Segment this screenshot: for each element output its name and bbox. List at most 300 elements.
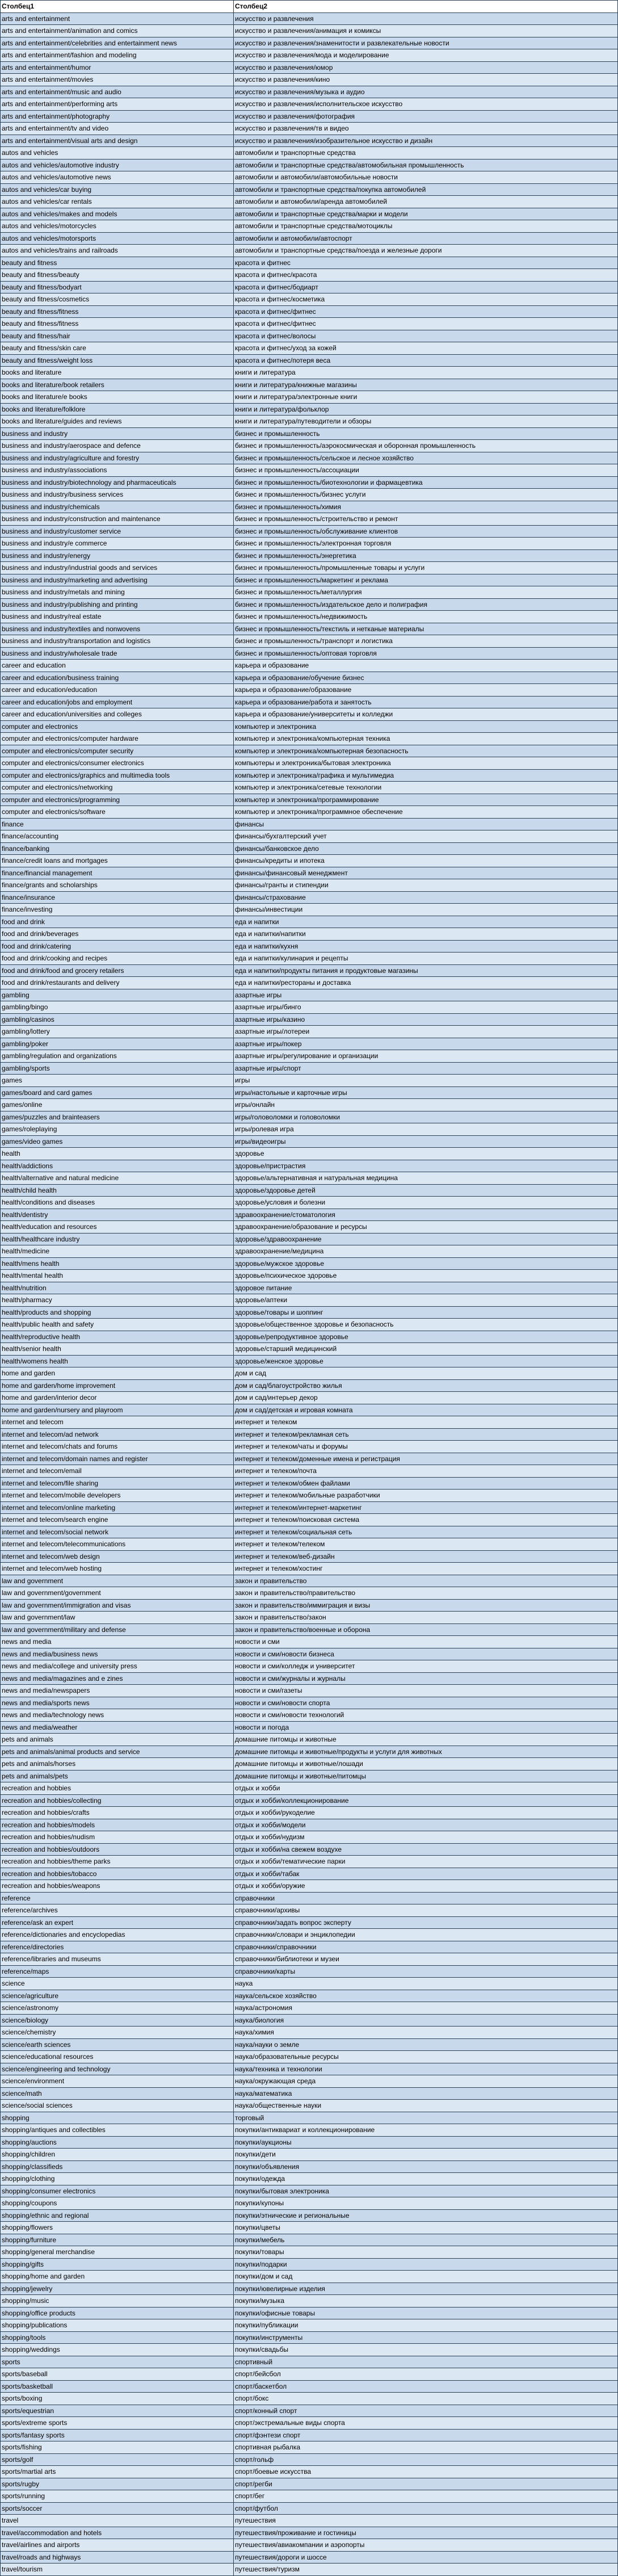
cell-category-ru[interactable]: покупки/цветы: [234, 2222, 618, 2234]
cell-category-ru[interactable]: путешествия/авиакомпании и аэропорты: [234, 2539, 618, 2552]
cell-category-en[interactable]: gambling: [1, 989, 234, 1001]
cell-category-en[interactable]: business and industry/business services: [1, 489, 234, 501]
cell-category-ru[interactable]: красота и фитнес/потеря веса: [234, 354, 618, 367]
cell-category-ru[interactable]: бизнес и промышленность/электронная торговля: [234, 538, 618, 550]
cell-category-en[interactable]: sports/extreme sports: [1, 2417, 234, 2430]
cell-category-en[interactable]: business and industry/metals and mining: [1, 586, 234, 599]
cell-category-en[interactable]: autos and vehicles/makes and models: [1, 208, 234, 220]
cell-category-en[interactable]: business and industry/agriculture and forestry: [1, 452, 234, 464]
cell-category-en[interactable]: internet and telecom/file sharing: [1, 1477, 234, 1490]
cell-category-en[interactable]: health/products and shopping: [1, 1306, 234, 1319]
cell-category-en[interactable]: business and industry/customer service: [1, 525, 234, 538]
cell-category-en[interactable]: science/environment: [1, 2075, 234, 2088]
cell-category-en[interactable]: shopping/antiques and collectibles: [1, 2124, 234, 2137]
cell-category-en[interactable]: home and garden/interior decor: [1, 1392, 234, 1404]
cell-category-en[interactable]: science/math: [1, 2087, 234, 2100]
cell-category-ru[interactable]: игры/ролевая игра: [234, 1123, 618, 1136]
cell-category-ru[interactable]: отдых и хобби/коллекционирование: [234, 1794, 618, 1807]
cell-category-ru[interactable]: красота и фитнес: [234, 257, 618, 269]
cell-category-ru[interactable]: справочники/задать вопрос эксперту: [234, 1916, 618, 1929]
cell-category-ru[interactable]: бизнес и промышленность: [234, 427, 618, 440]
cell-category-ru[interactable]: искусство и развлечения/исполнительское искусство: [234, 98, 618, 111]
cell-category-en[interactable]: games/puzzles and brainteasers: [1, 1111, 234, 1123]
cell-category-en[interactable]: games: [1, 1075, 234, 1087]
cell-category-en[interactable]: shopping/flowers: [1, 2222, 234, 2234]
cell-category-ru[interactable]: компьютер и электроника/графика и мультимедиа: [234, 769, 618, 782]
cell-category-ru[interactable]: покупки/этнические и региональные: [234, 2209, 618, 2222]
cell-category-ru[interactable]: искусство и развлечения: [234, 12, 618, 25]
cell-category-ru[interactable]: закон и правительство: [234, 1575, 618, 1587]
cell-category-en[interactable]: arts and entertainment/celebrities and entertainment news: [1, 37, 234, 49]
cell-category-en[interactable]: internet and telecom/email: [1, 1465, 234, 1478]
cell-category-en[interactable]: autos and vehicles: [1, 147, 234, 160]
cell-category-ru[interactable]: искусство и развлечения/тв и видео: [234, 123, 618, 135]
cell-category-en[interactable]: science/astronomy: [1, 2002, 234, 2015]
cell-category-en[interactable]: food and drink/food and grocery retailers: [1, 964, 234, 977]
cell-category-en[interactable]: autos and vehicles/trains and railroads: [1, 245, 234, 257]
cell-category-ru[interactable]: бизнес и промышленность/энергетика: [234, 549, 618, 562]
cell-category-ru[interactable]: книги и литература/книжные магазины: [234, 379, 618, 391]
cell-category-ru[interactable]: новости и погода: [234, 1721, 618, 1734]
cell-category-ru[interactable]: домашние питомцы и животные/лошади: [234, 1758, 618, 1771]
cell-category-en[interactable]: food and drink/beverages: [1, 928, 234, 941]
cell-category-en[interactable]: sports: [1, 2356, 234, 2368]
cell-category-ru[interactable]: спортивный: [234, 2356, 618, 2368]
cell-category-ru[interactable]: интернет и телеком/доменные имена и регистрация: [234, 1453, 618, 1465]
cell-category-ru[interactable]: отдых и хобби/нудизм: [234, 1831, 618, 1844]
cell-category-ru[interactable]: компьютер и электроника: [234, 720, 618, 733]
cell-category-en[interactable]: internet and telecom/mobile developers: [1, 1490, 234, 1502]
cell-category-en[interactable]: finance/insurance: [1, 891, 234, 904]
cell-category-ru[interactable]: домашние питомцы и животные: [234, 1734, 618, 1746]
cell-category-en[interactable]: law and government/immigration and visas: [1, 1599, 234, 1612]
cell-category-en[interactable]: shopping/clothing: [1, 2173, 234, 2185]
cell-category-en[interactable]: shopping/ethnic and regional: [1, 2209, 234, 2222]
cell-category-ru[interactable]: бизнес и промышленность/транспорт и логистика: [234, 635, 618, 648]
cell-category-ru[interactable]: спорт/регби: [234, 2478, 618, 2490]
cell-category-en[interactable]: books and literature/e books: [1, 391, 234, 404]
cell-category-ru[interactable]: игры/онлайн: [234, 1099, 618, 1111]
cell-category-ru[interactable]: интернет и телеком/мобильные разработчики: [234, 1490, 618, 1502]
cell-category-en[interactable]: internet and telecom: [1, 1416, 234, 1429]
cell-category-en[interactable]: recreation and hobbies/nudism: [1, 1831, 234, 1844]
cell-category-en[interactable]: science/earth sciences: [1, 2038, 234, 2051]
cell-category-en[interactable]: games/video games: [1, 1135, 234, 1148]
cell-category-ru[interactable]: наука/науки о земле: [234, 2038, 618, 2051]
cell-category-ru[interactable]: интернет и телеком/социальная сеть: [234, 1526, 618, 1538]
cell-category-en[interactable]: shopping/office products: [1, 2307, 234, 2319]
cell-category-en[interactable]: pets and animals/animal products and service: [1, 1746, 234, 1758]
cell-category-en[interactable]: internet and telecom/web design: [1, 1550, 234, 1563]
cell-category-ru[interactable]: наука/общественные науки: [234, 2100, 618, 2112]
cell-category-en[interactable]: shopping/coupons: [1, 2197, 234, 2210]
cell-category-en[interactable]: gambling/casinos: [1, 1013, 234, 1026]
cell-category-ru[interactable]: красота и фитнес/уход за кожей: [234, 342, 618, 355]
cell-category-ru[interactable]: закон и правительство/военные и оборона: [234, 1623, 618, 1636]
cell-category-en[interactable]: pets and animals/pets: [1, 1770, 234, 1782]
cell-category-ru[interactable]: здоровье/мужское здоровье: [234, 1257, 618, 1270]
cell-category-ru[interactable]: здоровье/условия и болезни: [234, 1197, 618, 1209]
cell-category-ru[interactable]: справочники/справочники: [234, 1941, 618, 1953]
cell-category-en[interactable]: arts and entertainment/animation and comics: [1, 25, 234, 37]
cell-category-en[interactable]: science/chemistry: [1, 2027, 234, 2039]
cell-category-en[interactable]: health/dentistry: [1, 1209, 234, 1221]
cell-category-ru[interactable]: азартные игры/спорт: [234, 1062, 618, 1075]
cell-category-ru[interactable]: карьера и образование/университеты и колледжи: [234, 708, 618, 721]
cell-category-ru[interactable]: новости и сми/новости спорта: [234, 1697, 618, 1709]
cell-category-ru[interactable]: домашние питомцы и животные/питомцы: [234, 1770, 618, 1782]
cell-category-ru[interactable]: искусство и развлечения/фотография: [234, 110, 618, 123]
cell-category-ru[interactable]: здоровье/альтернативная и натуральная медицина: [234, 1172, 618, 1185]
cell-category-ru[interactable]: компьютер и электроника/компьютерная техника: [234, 733, 618, 745]
cell-category-en[interactable]: health/mental health: [1, 1270, 234, 1282]
cell-category-en[interactable]: arts and entertainment: [1, 12, 234, 25]
cell-category-en[interactable]: business and industry: [1, 427, 234, 440]
cell-category-ru[interactable]: карьера и образование/образование: [234, 684, 618, 697]
cell-category-en[interactable]: autos and vehicles/motorsports: [1, 232, 234, 245]
cell-category-ru[interactable]: карьера и образование/работа и занятость: [234, 696, 618, 708]
cell-category-ru[interactable]: азартные игры/регулирование и организации: [234, 1050, 618, 1063]
cell-category-en[interactable]: news and media/business news: [1, 1648, 234, 1660]
cell-category-en[interactable]: sports/fantasy sports: [1, 2429, 234, 2441]
cell-category-en[interactable]: shopping/music: [1, 2295, 234, 2308]
cell-category-en[interactable]: sports/rugby: [1, 2478, 234, 2490]
cell-category-ru[interactable]: покупки/одежда: [234, 2173, 618, 2185]
cell-category-ru[interactable]: торговый: [234, 2112, 618, 2124]
cell-category-ru[interactable]: покупки/подарки: [234, 2258, 618, 2271]
cell-category-en[interactable]: business and industry/e commerce: [1, 538, 234, 550]
cell-category-en[interactable]: internet and telecom/search engine: [1, 1514, 234, 1526]
cell-category-ru[interactable]: отдых и хобби/табак: [234, 1868, 618, 1880]
cell-category-en[interactable]: gambling/poker: [1, 1038, 234, 1050]
cell-category-ru[interactable]: автомобили и транспортные средства/мотоциклы: [234, 220, 618, 233]
cell-category-ru[interactable]: покупки/антиквариат и коллекционирование: [234, 2124, 618, 2137]
cell-category-en[interactable]: food and drink/cooking and recipes: [1, 953, 234, 965]
cell-category-en[interactable]: finance/banking: [1, 842, 234, 855]
cell-category-ru[interactable]: здоровье: [234, 1148, 618, 1160]
cell-category-ru[interactable]: финансы/гранты и стипендии: [234, 879, 618, 892]
cell-category-ru[interactable]: спорт/бег: [234, 2490, 618, 2503]
cell-category-en[interactable]: shopping/consumer electronics: [1, 2185, 234, 2197]
cell-category-en[interactable]: travel/airlines and airports: [1, 2539, 234, 2552]
cell-category-en[interactable]: gambling/bingo: [1, 1001, 234, 1014]
cell-category-ru[interactable]: искусство и развлечения/юмор: [234, 61, 618, 74]
cell-category-en[interactable]: business and industry/industrial goods and services: [1, 562, 234, 574]
cell-category-en[interactable]: arts and entertainment/fashion and modeling: [1, 49, 234, 62]
cell-category-ru[interactable]: азартные игры/казино: [234, 1013, 618, 1026]
cell-category-en[interactable]: science/biology: [1, 2014, 234, 2027]
cell-category-en[interactable]: health/healthcare industry: [1, 1233, 234, 1245]
cell-category-ru[interactable]: красота и фитнес/бодиарт: [234, 281, 618, 293]
cell-category-ru[interactable]: спорт/бокс: [234, 2393, 618, 2405]
cell-category-ru[interactable]: азартные игры/покер: [234, 1038, 618, 1050]
cell-category-ru[interactable]: интернет и телеком/интернет-маркетинг: [234, 1501, 618, 1514]
cell-category-ru[interactable]: новости и сми/газеты: [234, 1685, 618, 1697]
cell-category-ru[interactable]: спорт/футбол: [234, 2502, 618, 2515]
cell-category-en[interactable]: recreation and hobbies/outdoors: [1, 1843, 234, 1856]
cell-category-ru[interactable]: здоровье/женское здоровье: [234, 1355, 618, 1367]
cell-category-en[interactable]: career and education/education: [1, 684, 234, 697]
cell-category-ru[interactable]: интернет и телеком/почта: [234, 1465, 618, 1478]
cell-category-ru[interactable]: наука/биология: [234, 2014, 618, 2027]
cell-category-en[interactable]: shopping/gifts: [1, 2258, 234, 2271]
cell-category-ru[interactable]: здоровье/репродуктивное здоровье: [234, 1331, 618, 1343]
cell-category-en[interactable]: health/addictions: [1, 1160, 234, 1172]
cell-category-en[interactable]: recreation and hobbies/theme parks: [1, 1856, 234, 1868]
cell-category-en[interactable]: reference/archives: [1, 1904, 234, 1917]
cell-category-en[interactable]: reference: [1, 1892, 234, 1904]
cell-category-en[interactable]: health/medicine: [1, 1245, 234, 1258]
cell-category-ru[interactable]: путешествия/проживание и гостиницы: [234, 2527, 618, 2539]
cell-category-ru[interactable]: компьютер и электроника/программирование: [234, 794, 618, 806]
cell-category-ru[interactable]: покупки/инструменты: [234, 2331, 618, 2344]
cell-category-en[interactable]: beauty and fitness: [1, 257, 234, 269]
cell-category-ru[interactable]: спорт/баскетбол: [234, 2380, 618, 2393]
cell-category-ru[interactable]: интернет и телеком/веб-дизайн: [234, 1550, 618, 1563]
cell-category-en[interactable]: internet and telecom/chats and forums: [1, 1441, 234, 1453]
cell-category-ru[interactable]: здоровье/пристрастия: [234, 1160, 618, 1172]
cell-category-ru[interactable]: книги и литература/путеводители и обзоры: [234, 416, 618, 428]
cell-category-ru[interactable]: компьютер и электроника/компьютерная безопасность: [234, 745, 618, 757]
cell-category-ru[interactable]: здоровье/психическое здоровье: [234, 1270, 618, 1282]
cell-category-ru[interactable]: спорт/фэнтези спорт: [234, 2429, 618, 2441]
cell-category-en[interactable]: news and media/sports news: [1, 1697, 234, 1709]
cell-category-en[interactable]: health/alternative and natural medicine: [1, 1172, 234, 1185]
cell-category-en[interactable]: shopping/general merchandise: [1, 2246, 234, 2259]
cell-category-en[interactable]: business and industry/textiles and nonwovens: [1, 623, 234, 635]
cell-category-en[interactable]: computer and electronics/consumer electronics: [1, 757, 234, 770]
cell-category-ru[interactable]: здравоохранение/образование и ресурсы: [234, 1221, 618, 1234]
cell-category-en[interactable]: pets and animals/horses: [1, 1758, 234, 1771]
cell-category-ru[interactable]: автомобили и транспортные средства/поезда и железные дороги: [234, 245, 618, 257]
cell-category-en[interactable]: business and industry/chemicals: [1, 501, 234, 513]
cell-category-en[interactable]: beauty and fitness/beauty: [1, 269, 234, 282]
cell-category-ru[interactable]: автомобили и автомобили/аренда автомобилей: [234, 196, 618, 208]
cell-category-ru[interactable]: автомобили и автомобили/автоспорт: [234, 232, 618, 245]
cell-category-ru[interactable]: интернет и телеком/телеком: [234, 1538, 618, 1551]
cell-category-en[interactable]: recreation and hobbies/models: [1, 1819, 234, 1831]
cell-category-ru[interactable]: покупки/товары: [234, 2246, 618, 2259]
cell-category-en[interactable]: arts and entertainment/photography: [1, 110, 234, 123]
cell-category-ru[interactable]: наука/астрономия: [234, 2002, 618, 2015]
cell-category-ru[interactable]: покупки/дети: [234, 2149, 618, 2161]
cell-category-ru[interactable]: справочники/карты: [234, 1965, 618, 1978]
cell-category-en[interactable]: health: [1, 1148, 234, 1160]
cell-category-ru[interactable]: финансы/страхование: [234, 891, 618, 904]
cell-category-ru[interactable]: новости и сми/новости технологий: [234, 1709, 618, 1722]
cell-category-ru[interactable]: наука: [234, 1978, 618, 1990]
cell-category-ru[interactable]: искусство и развлечения/анимация и комиксы: [234, 25, 618, 37]
cell-category-en[interactable]: sports/soccer: [1, 2502, 234, 2515]
cell-category-ru[interactable]: финансы/финансовый менеджмент: [234, 867, 618, 879]
cell-category-ru[interactable]: еда и напитки/продукты питания и продуктовые магазины: [234, 964, 618, 977]
cell-category-en[interactable]: beauty and fitness/cosmetics: [1, 293, 234, 306]
cell-category-ru[interactable]: отдых и хобби/рукоделие: [234, 1807, 618, 1819]
cell-category-ru[interactable]: наука/образовательные ресурсы: [234, 2051, 618, 2063]
cell-category-en[interactable]: beauty and fitness/weight loss: [1, 354, 234, 367]
cell-category-ru[interactable]: книги и литература: [234, 367, 618, 379]
cell-category-ru[interactable]: интернет и телеком/чаты и форумы: [234, 1441, 618, 1453]
cell-category-ru[interactable]: искусство и развлечения/мода и моделирование: [234, 49, 618, 62]
cell-category-ru[interactable]: игры: [234, 1075, 618, 1087]
cell-category-ru[interactable]: справочники/словари и энциклопедии: [234, 1929, 618, 1941]
cell-category-en[interactable]: business and industry/construction and maintenance: [1, 513, 234, 526]
cell-category-ru[interactable]: здравоохранение/медицина: [234, 1245, 618, 1258]
cell-category-ru[interactable]: искусство и развлечения/изобразительное искусство и дизайн: [234, 135, 618, 147]
cell-category-en[interactable]: career and education/business training: [1, 672, 234, 684]
cell-category-en[interactable]: food and drink/restaurants and delivery: [1, 977, 234, 989]
cell-category-en[interactable]: sports/golf: [1, 2453, 234, 2466]
cell-category-en[interactable]: beauty and fitness/fitness: [1, 318, 234, 330]
cell-category-en[interactable]: business and industry/biotechnology and pharmaceuticals: [1, 476, 234, 489]
cell-category-en[interactable]: internet and telecom/social network: [1, 1526, 234, 1538]
cell-category-ru[interactable]: красота и фитнес/фитнес: [234, 318, 618, 330]
cell-category-en[interactable]: computer and electronics: [1, 720, 234, 733]
cell-category-ru[interactable]: автомобили и транспортные средства/автомобильная промышленность: [234, 159, 618, 171]
cell-category-en[interactable]: computer and electronics/computer hardware: [1, 733, 234, 745]
cell-category-ru[interactable]: карьера и образование: [234, 660, 618, 672]
cell-category-en[interactable]: shopping/children: [1, 2149, 234, 2161]
cell-category-en[interactable]: career and education/universities and colleges: [1, 708, 234, 721]
cell-category-ru[interactable]: покупки/бытовая электроника: [234, 2185, 618, 2197]
cell-category-ru[interactable]: бизнес и промышленность/обслуживание клиентов: [234, 525, 618, 538]
cell-category-ru[interactable]: покупки/дом и сад: [234, 2271, 618, 2283]
cell-category-ru[interactable]: путешествия/туризм: [234, 2564, 618, 2576]
cell-category-en[interactable]: finance: [1, 818, 234, 830]
cell-category-en[interactable]: health/pharmacy: [1, 1294, 234, 1307]
cell-category-en[interactable]: health/child health: [1, 1184, 234, 1197]
cell-category-ru[interactable]: дом и сад: [234, 1367, 618, 1380]
cell-category-ru[interactable]: здоровье/старший медицинский: [234, 1343, 618, 1356]
cell-category-ru[interactable]: наука/окружающая среда: [234, 2075, 618, 2088]
cell-category-ru[interactable]: отдых и хобби/модели: [234, 1819, 618, 1831]
cell-category-ru[interactable]: красота и фитнес/волосы: [234, 330, 618, 342]
cell-category-en[interactable]: science/educational resources: [1, 2051, 234, 2063]
cell-category-en[interactable]: science/engineering and technology: [1, 2063, 234, 2075]
cell-category-ru[interactable]: азартные игры/бинго: [234, 1001, 618, 1014]
cell-category-ru[interactable]: карьера и образование/обучение бизнес: [234, 672, 618, 684]
cell-category-ru[interactable]: финансы/бухгалтерский учет: [234, 830, 618, 843]
cell-category-en[interactable]: sports/basketball: [1, 2380, 234, 2393]
cell-category-ru[interactable]: новости и сми/колледж и университет: [234, 1660, 618, 1673]
cell-category-ru[interactable]: наука/сельское хозяйство: [234, 1990, 618, 2002]
cell-category-en[interactable]: computer and electronics/graphics and multimedia tools: [1, 769, 234, 782]
cell-category-en[interactable]: internet and telecom/domain names and register: [1, 1453, 234, 1465]
cell-category-ru[interactable]: бизнес и промышленность/бизнес услуги: [234, 489, 618, 501]
cell-category-ru[interactable]: интернет и телеком/хостинг: [234, 1563, 618, 1575]
cell-category-en[interactable]: recreation and hobbies/tobacco: [1, 1868, 234, 1880]
cell-category-en[interactable]: finance/accounting: [1, 830, 234, 843]
cell-category-ru[interactable]: игры/головоломки и головоломки: [234, 1111, 618, 1123]
cell-category-en[interactable]: travel/accommodation and hotels: [1, 2527, 234, 2539]
cell-category-ru[interactable]: закон и правительство/иммиграция и визы: [234, 1599, 618, 1612]
cell-category-ru[interactable]: красота и фитнес/косметика: [234, 293, 618, 306]
cell-category-en[interactable]: books and literature/book retailers: [1, 379, 234, 391]
cell-category-ru[interactable]: покупки/публикации: [234, 2319, 618, 2332]
cell-category-en[interactable]: beauty and fitness/skin care: [1, 342, 234, 355]
cell-category-ru[interactable]: здоровье/здравоохранение: [234, 1233, 618, 1245]
cell-category-en[interactable]: finance/credit loans and mortgages: [1, 855, 234, 867]
cell-category-en[interactable]: shopping/furniture: [1, 2234, 234, 2246]
cell-category-ru[interactable]: интернет и телеком/рекламная сеть: [234, 1428, 618, 1441]
cell-category-ru[interactable]: спорт/гольф: [234, 2453, 618, 2466]
cell-category-en[interactable]: finance/investing: [1, 904, 234, 916]
cell-category-ru[interactable]: интернет и телеком/обмен файлами: [234, 1477, 618, 1490]
cell-category-en[interactable]: food and drink: [1, 916, 234, 928]
cell-category-ru[interactable]: еда и напитки/кулинария и рецепты: [234, 953, 618, 965]
cell-category-en[interactable]: shopping/auctions: [1, 2136, 234, 2149]
cell-category-ru[interactable]: бизнес и промышленность/биотехнологии и фармацевтика: [234, 476, 618, 489]
cell-category-en[interactable]: reference/libraries and museums: [1, 1953, 234, 1966]
cell-category-en[interactable]: computer and electronics/networking: [1, 782, 234, 794]
cell-category-en[interactable]: beauty and fitness/bodyart: [1, 281, 234, 293]
cell-category-ru[interactable]: книги и литература/фольклор: [234, 403, 618, 416]
cell-category-en[interactable]: arts and entertainment/music and audio: [1, 86, 234, 98]
cell-category-en[interactable]: business and industry/associations: [1, 464, 234, 477]
cell-category-en[interactable]: internet and telecom/online marketing: [1, 1501, 234, 1514]
cell-category-en[interactable]: home and garden/nursery and playroom: [1, 1404, 234, 1416]
cell-category-ru[interactable]: отдых и хобби/оружие: [234, 1880, 618, 1893]
cell-category-en[interactable]: health/education and resources: [1, 1221, 234, 1234]
cell-category-ru[interactable]: финансы: [234, 818, 618, 830]
cell-category-ru[interactable]: путешествия/дороги и шоссе: [234, 2551, 618, 2564]
cell-category-ru[interactable]: путешествия: [234, 2515, 618, 2527]
cell-category-en[interactable]: arts and entertainment/humor: [1, 61, 234, 74]
cell-category-en[interactable]: pets and animals: [1, 1734, 234, 1746]
cell-category-ru[interactable]: отдых и хобби/на свежем воздухе: [234, 1843, 618, 1856]
cell-category-en[interactable]: shopping: [1, 2112, 234, 2124]
cell-category-en[interactable]: sports/martial arts: [1, 2466, 234, 2478]
cell-category-ru[interactable]: дом и сад/детская и игровая комната: [234, 1404, 618, 1416]
cell-category-en[interactable]: business and industry/transportation and logistics: [1, 635, 234, 648]
cell-category-ru[interactable]: еда и напитки/кухня: [234, 940, 618, 953]
cell-category-en[interactable]: sports/equestrian: [1, 2405, 234, 2417]
cell-category-en[interactable]: news and media: [1, 1636, 234, 1648]
cell-category-en[interactable]: reference/dictionaries and encyclopedias: [1, 1929, 234, 1941]
cell-category-en[interactable]: health/womens health: [1, 1355, 234, 1367]
cell-category-ru[interactable]: справочники/архивы: [234, 1904, 618, 1917]
cell-category-en[interactable]: shopping/weddings: [1, 2344, 234, 2356]
cell-category-ru[interactable]: здоровье/общественное здоровье и безопасность: [234, 1319, 618, 1331]
cell-category-ru[interactable]: бизнес и промышленность/металлургия: [234, 586, 618, 599]
cell-category-ru[interactable]: игры/настольные и карточные игры: [234, 1086, 618, 1099]
cell-category-en[interactable]: career and education: [1, 660, 234, 672]
cell-category-en[interactable]: arts and entertainment/performing arts: [1, 98, 234, 111]
cell-category-ru[interactable]: игры/видеоигры: [234, 1135, 618, 1148]
cell-category-en[interactable]: science/social sciences: [1, 2100, 234, 2112]
cell-category-ru[interactable]: спорт/боевые искусства: [234, 2466, 618, 2478]
cell-category-en[interactable]: business and industry/aerospace and defence: [1, 440, 234, 452]
cell-category-en[interactable]: news and media/newspapers: [1, 1685, 234, 1697]
cell-category-en[interactable]: internet and telecom/telecommunications: [1, 1538, 234, 1551]
cell-category-en[interactable]: sports/boxing: [1, 2393, 234, 2405]
cell-category-ru[interactable]: бизнес и промышленность/издательское дело и полиграфия: [234, 598, 618, 611]
cell-category-ru[interactable]: покупки/ювелирные изделия: [234, 2283, 618, 2295]
cell-category-en[interactable]: shopping/home and garden: [1, 2271, 234, 2283]
cell-category-ru[interactable]: бизнес и промышленность/сельское и лесное хозяйство: [234, 452, 618, 464]
cell-category-ru[interactable]: дом и сад/интерьер декор: [234, 1392, 618, 1404]
cell-category-ru[interactable]: спорт/экстремальные виды спорта: [234, 2417, 618, 2430]
cell-category-ru[interactable]: покупки/мебель: [234, 2234, 618, 2246]
cell-category-en[interactable]: reference/directories: [1, 1941, 234, 1953]
cell-category-en[interactable]: travel/tourism: [1, 2564, 234, 2576]
cell-category-ru[interactable]: автомобили и автомобили/автомобильные новости: [234, 171, 618, 184]
cell-category-ru[interactable]: здравоохранение/стоматология: [234, 1209, 618, 1221]
cell-category-ru[interactable]: искусство и развлечения/кино: [234, 74, 618, 86]
cell-category-en[interactable]: games/roleplaying: [1, 1123, 234, 1136]
cell-category-ru[interactable]: автомобили и транспортные средства: [234, 147, 618, 160]
cell-category-ru[interactable]: домашние питомцы и животные/продукты и услуги для животных: [234, 1746, 618, 1758]
